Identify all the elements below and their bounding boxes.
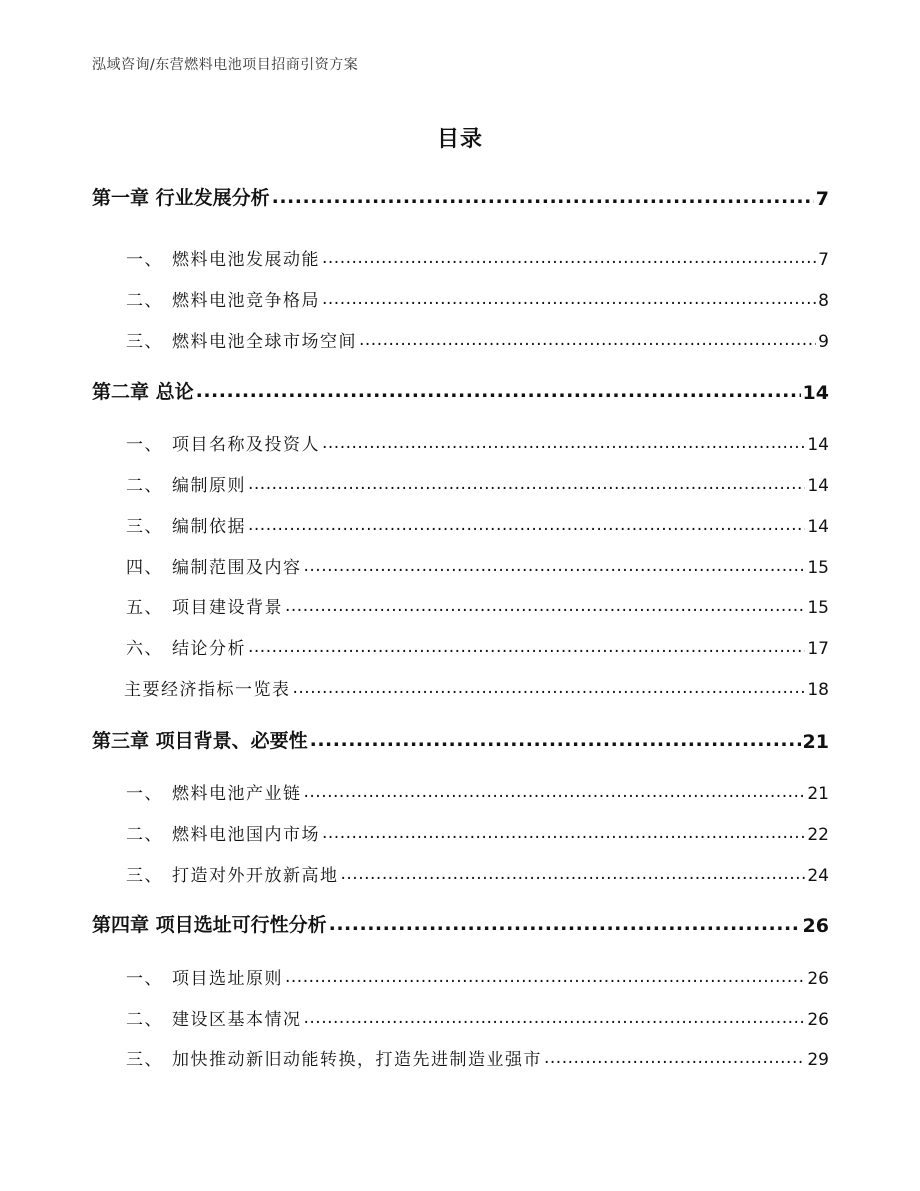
section-label: 编制范围及内容 — [172, 558, 302, 578]
dot-leader — [248, 476, 805, 493]
dot-leader — [196, 382, 801, 401]
dot-leader — [359, 332, 816, 349]
section-label: 编制原则 — [172, 476, 246, 496]
section-page-number: 14 — [807, 517, 829, 537]
dot-leader — [248, 517, 805, 534]
dot-leader — [285, 598, 805, 615]
chapter-page-number: 26 — [802, 915, 829, 937]
section-number: 五、 — [126, 598, 163, 618]
toc-section[interactable] — [126, 862, 829, 886]
section-label: 结论分析 — [172, 639, 246, 659]
section-label: 打造对外开放新高地 — [172, 866, 339, 886]
section-page-number: 29 — [807, 1050, 829, 1070]
dot-leader — [304, 1010, 806, 1027]
toc-chapter-2[interactable] — [92, 378, 829, 404]
toc-section[interactable] — [126, 780, 829, 804]
chapter-label: 第三章 项目背景、必要性 — [92, 730, 308, 752]
dot-leader — [329, 915, 801, 934]
toc-section[interactable] — [126, 554, 829, 578]
section-page-number: 8 — [818, 291, 829, 311]
toc-chapter-4[interactable] — [92, 911, 829, 937]
section-label: 项目建设背景 — [172, 598, 283, 618]
section-number: 三、 — [126, 1050, 163, 1070]
toc-section[interactable] — [126, 821, 829, 845]
toc-section[interactable] — [126, 513, 829, 537]
section-page-number: 22 — [807, 825, 829, 845]
section-label: 燃料电池产业链 — [172, 784, 302, 804]
toc-section[interactable] — [126, 431, 829, 455]
chapter-page-number: 7 — [815, 188, 829, 210]
section-page-number: 15 — [807, 598, 829, 618]
toc-section[interactable] — [126, 1046, 829, 1070]
section-number: 二、 — [126, 825, 163, 845]
dot-leader — [322, 825, 805, 842]
dot-leader — [341, 866, 806, 883]
section-label: 燃料电池竞争格局 — [172, 291, 320, 311]
dot-leader — [310, 731, 801, 750]
section-label: 燃料电池国内市场 — [172, 825, 320, 845]
toc-chapter-1[interactable] — [92, 184, 829, 210]
section-page-number: 24 — [807, 866, 829, 886]
dot-leader — [293, 680, 806, 697]
dot-leader — [544, 1050, 805, 1067]
section-number: 三、 — [126, 866, 163, 886]
toc-section[interactable] — [124, 676, 829, 700]
section-label: 加快推动新旧动能转换，打造先进制造业强市 — [172, 1050, 542, 1070]
section-label: 燃料电池全球市场空间 — [172, 332, 357, 352]
section-page-number: 15 — [807, 558, 829, 578]
toc-section[interactable] — [126, 328, 829, 352]
section-label: 建设区基本情况 — [172, 1010, 302, 1030]
section-number: 一、 — [126, 784, 163, 804]
section-number: 四、 — [126, 558, 163, 578]
dot-leader — [304, 784, 806, 801]
section-number: 二、 — [126, 1010, 163, 1030]
dot-leader — [322, 291, 816, 308]
section-page-number: 14 — [807, 435, 829, 455]
dot-leader — [248, 639, 805, 656]
section-page-number: 7 — [818, 250, 829, 270]
chapter-page-number: 21 — [802, 731, 829, 753]
section-number: 二、 — [126, 476, 163, 496]
section-label: 编制依据 — [172, 517, 246, 537]
section-page-number: 26 — [807, 969, 829, 989]
section-page-number: 18 — [807, 680, 829, 700]
section-label: 项目选址原则 — [172, 969, 283, 989]
section-page-number: 26 — [807, 1010, 829, 1030]
chapter-label: 第四章 项目选址可行性分析 — [92, 914, 327, 936]
section-number: 三、 — [126, 517, 163, 537]
dot-leader — [285, 969, 805, 986]
section-label: 主要经济指标一览表 — [124, 680, 291, 700]
chapter-label: 第一章 行业发展分析 — [92, 187, 270, 209]
toc-section[interactable] — [126, 287, 829, 311]
toc-section[interactable] — [126, 635, 829, 659]
dot-leader — [322, 435, 805, 452]
section-page-number: 17 — [807, 639, 829, 659]
toc-section[interactable] — [126, 246, 829, 270]
running-header: 泓域咨询/东营燃料电池项目招商引资方案 — [92, 57, 359, 73]
chapter-label: 第二章 总论 — [92, 381, 194, 403]
dot-leader — [322, 250, 816, 267]
section-number: 一、 — [126, 435, 163, 455]
toc-section[interactable] — [126, 594, 829, 618]
section-page-number: 14 — [807, 476, 829, 496]
section-page-number: 21 — [807, 784, 829, 804]
section-number: 二、 — [126, 291, 163, 311]
toc-title: 目录 — [436, 127, 483, 152]
chapter-page-number: 14 — [802, 382, 829, 404]
section-number: 一、 — [126, 250, 163, 270]
section-page-number: 9 — [818, 332, 829, 352]
section-number: 三、 — [126, 332, 163, 352]
section-number: 一、 — [126, 969, 163, 989]
toc-section[interactable] — [126, 965, 829, 989]
toc-section[interactable] — [126, 472, 829, 496]
section-number: 六、 — [126, 639, 163, 659]
toc-section[interactable] — [126, 1006, 829, 1030]
dot-leader — [272, 188, 814, 207]
section-label: 燃料电池发展动能 — [172, 250, 320, 270]
dot-leader — [304, 558, 806, 575]
section-label: 项目名称及投资人 — [172, 435, 320, 455]
toc-chapter-3[interactable] — [92, 727, 829, 753]
